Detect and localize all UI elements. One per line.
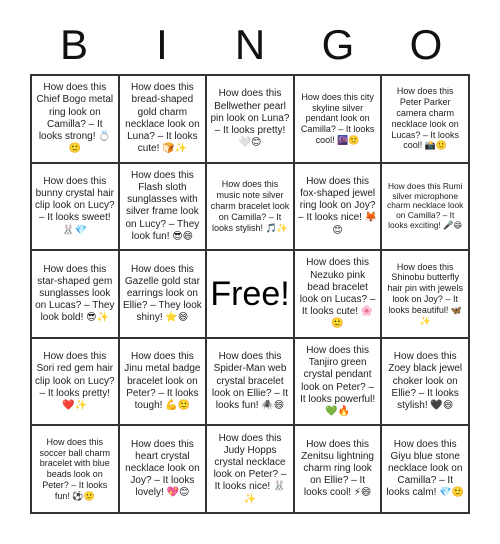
bingo-cell-r4c2[interactable]: How does this Jinu metal badge bracelet look on Peter? – It looks tough! 💪🙂: [119, 338, 207, 426]
header-letter-i: I: [156, 21, 168, 68]
bingo-cell-r3c4[interactable]: How does this Nezuko pink bead bracelet look on Lucas? – It looks cute! 🌸🙂: [294, 250, 382, 338]
bingo-cell-r3c5[interactable]: How does this Shinobu butterfly hair pin with jewels look on Joy? – It looks beautiful! 🦋✨: [381, 250, 469, 338]
bingo-cell-r1c4[interactable]: How does this city skyline silver pendant look on Camilla? – It looks cool! 🌆🙂: [294, 75, 382, 163]
bingo-cell-r1c2[interactable]: How does this bread-shaped gold charm necklace look on Luna? – It looks cute! 🍞✨: [119, 75, 207, 163]
bingo-cell-r5c1[interactable]: How does this soccer ball charm bracelet with blue beads look on Peter? – It looks fun! ⚽🙂: [31, 425, 119, 513]
free-space[interactable]: Free!: [206, 250, 294, 338]
bingo-cell-r2c3[interactable]: How does this music note silver charm bracelet look on Camilla? – It looks stylish! 🎵✨: [206, 163, 294, 251]
bingo-cell-r5c5[interactable]: How does this Giyu blue stone necklace look on Camilla? – It looks calm! 💎🙂: [381, 425, 469, 513]
bingo-cell-r2c5[interactable]: How does this Rumi silver microphone charm necklace look on Camilla? – It looks exciting! 🎤😄: [381, 163, 469, 251]
bingo-cell-r5c4[interactable]: How does this Zenitsu lightning charm ring look on Ellie? – It looks cool! ⚡😄: [294, 425, 382, 513]
bingo-cell-r4c4[interactable]: How does this Tanjiro green crystal pendant look on Peter? – It looks powerful! 💚🔥: [294, 338, 382, 426]
header-letter-b: B: [59, 21, 88, 68]
bingo-cell-r2c2[interactable]: How does this Flash sloth sunglasses with silver frame look on Lucy? – They look fun! 😎😄: [119, 163, 207, 251]
bingo-cell-r2c4[interactable]: How does this fox-shaped jewel ring look on Joy? – It looks nice! 🦊😊: [294, 163, 382, 251]
header-letter-o: O: [409, 21, 443, 68]
bingo-cell-r1c3[interactable]: How does this Bellwether pearl pin look on Luna? – It looks pretty! 🤍😊: [206, 75, 294, 163]
bingo-grid: [30, 74, 470, 514]
bingo-cell-r5c2[interactable]: How does this heart crystal necklace look on Joy? – It looks lovely! 💖😊: [119, 425, 207, 513]
header-letter-g: G: [321, 21, 355, 68]
bingo-cell-r1c1[interactable]: How does this Chief Bogo metal ring look on Camilla? – It looks strong! 💍🙂: [31, 75, 119, 163]
bingo-cell-r3c2[interactable]: How does this Gazelle gold star earrings look on Ellie? – They look shiny! ⭐😄: [119, 250, 207, 338]
bingo-cell-r4c5[interactable]: How does this Zoey black jewel choker look on Ellie? – It looks stylish! 🖤😄: [381, 338, 469, 426]
bingo-cell-r1c5[interactable]: How does this Peter Parker camera charm necklace look on Lucas? – It looks cool! 📸🙂: [381, 75, 469, 163]
bingo-cell-r2c1[interactable]: How does this bunny crystal hair clip look on Lucy? – It looks sweet! 🐰💎: [31, 163, 119, 251]
bingo-cell-r3c1[interactable]: How does this star-shaped gem sunglasses look on Lucas? – They look bold! 😎✨: [31, 250, 119, 338]
bingo-header: [30, 18, 470, 72]
bingo-cell-r4c3[interactable]: How does this Spider-Man web crystal bracelet look on Ellie? – It looks fun! 🕷️😄: [206, 338, 294, 426]
bingo-cell-r5c3[interactable]: How does this Judy Hopps crystal necklace look on Peter? – It looks nice! 🐰✨: [206, 425, 294, 513]
bingo-cell-r4c1[interactable]: How does this Sori red gem hair clip look on Lucy? – It looks pretty! ❤️✨: [31, 338, 119, 426]
header-letter-n: N: [234, 21, 266, 68]
